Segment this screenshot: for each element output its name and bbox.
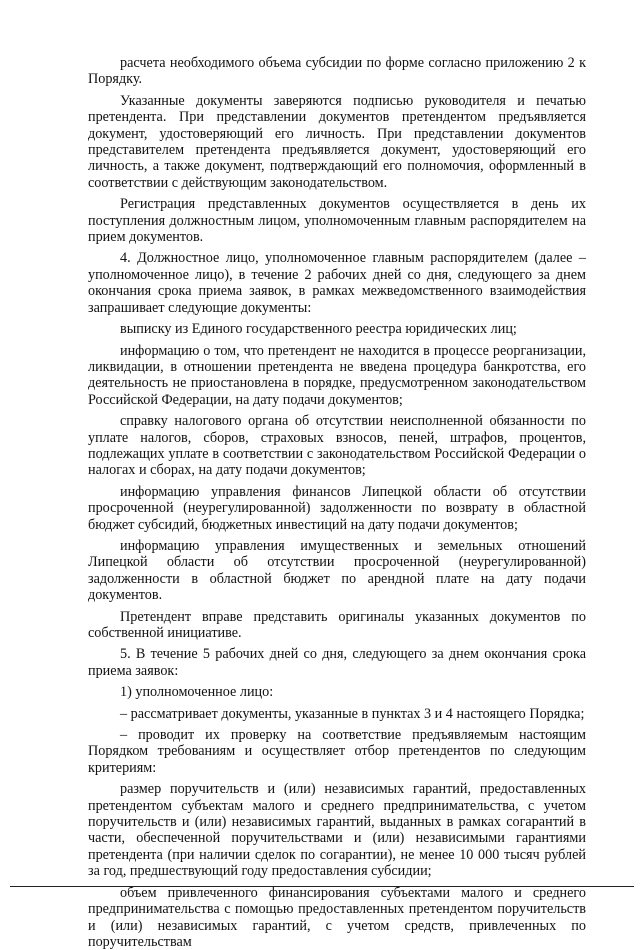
paragraph-12: 1) уполномоченное лицо:: [120, 684, 274, 701]
paragraph-13: – рассматривает документы, указанные в пунктах 3 и 4 настоящего Порядка;: [120, 705, 585, 722]
document-page: [88, 55, 586, 950]
paragraph-11: 5. В течение 5 рабочих дней со дня, следующего за днем окончания срока приема заявок:: [88, 646, 586, 679]
paragraph-5: выписку из Единого государственного реестра юридических лиц;: [120, 321, 517, 338]
paragraph-4: 4. Должностное лицо, уполномоченное главным распорядителем (далее – уполномоченное лицо), в течение 2 рабочих дней со дня, следующего за днем окончания срока приема заявок, в рамках межведомственного взаимодействия запрашивает следующие документы:: [88, 250, 586, 316]
paragraph-9: информацию управления имущественных и земельных отношений Липецкой области об отсутствии просроченной (неурегулированной) задолженности в областной бюджет по арендной плате на дату подачи документов.: [88, 537, 586, 604]
paragraph-15: размер поручительств и (или) независимых гарантий, предоставленных претендентом субъектам малого и среднего предпринимательства, с учетом поручительств и (или) независимых гарантий, выданных в рамках согарантий в части, обеспеченной поручительствами и (или) независимыми гарантиями претендента (при наличии сделок по согарантии), не менее 10 000 тысяч рублей за год, предшествующий году предоставления субсидии;: [88, 781, 586, 880]
paragraph-16: объем привлеченного финансирования субъектами малого и среднего предпринимательства с помощью предоставленных претендентом поручительств и (или) независимых гарантий, с учетом средств, привлеченных по поручительствам: [88, 884, 586, 950]
paragraph-7: справку налогового органа об отсутствии неисполненной обязанности по уплате налогов, сборов, страховых взносов, пеней, штрафов, процентов, подлежащих уплате в соответствии с законодательством Российской Федерации о налогах и сборах, на дату подачи документов;: [88, 413, 586, 479]
paragraph-10: Претендент вправе представить оригиналы указанных документов по собственной инициативе.: [88, 608, 586, 641]
paragraph-14: – проводит их проверку на соответствие предъявляемым настоящим Порядком требованиям и осуществляет отбор претендентов по следующим критериям:: [88, 727, 586, 776]
footer-rule: [10, 886, 634, 887]
paragraph-1: расчета необходимого объема субсидии по форме согласно приложению 2 к Порядку.: [88, 55, 586, 88]
paragraph-6: информацию о том, что претендент не находится в процессе реорганизации, ликвидации, в отношении претендента не введена процедура банкротства, его деятельность не приостановлена в порядке, предусмотренном законодательством Российской Федерации, на дату подачи документов;: [88, 342, 586, 408]
paragraph-2: Указанные документы заверяются подписью руководителя и печатью претендента. При представлении документов претендентом предъявляется документ, удостоверяющий его личность. При представлении документов представителем претендента предъявляется документ, удостоверяющий его личность, а также документ, подтверждающий его полномочия, оформленный в соответствии с действующим законодательством.: [88, 92, 586, 191]
paragraph-3: Регистрация представленных документов осуществляется в день их поступления должностным лицом, уполномоченным главным распорядителем на прием документов.: [88, 196, 586, 246]
paragraph-8: информацию управления финансов Липецкой области об отсутствии просроченной (неурегулированной) задолженности по возврату в областной бюджет субсидий, бюджетных инвестиций на дату подачи документов;: [88, 483, 586, 533]
